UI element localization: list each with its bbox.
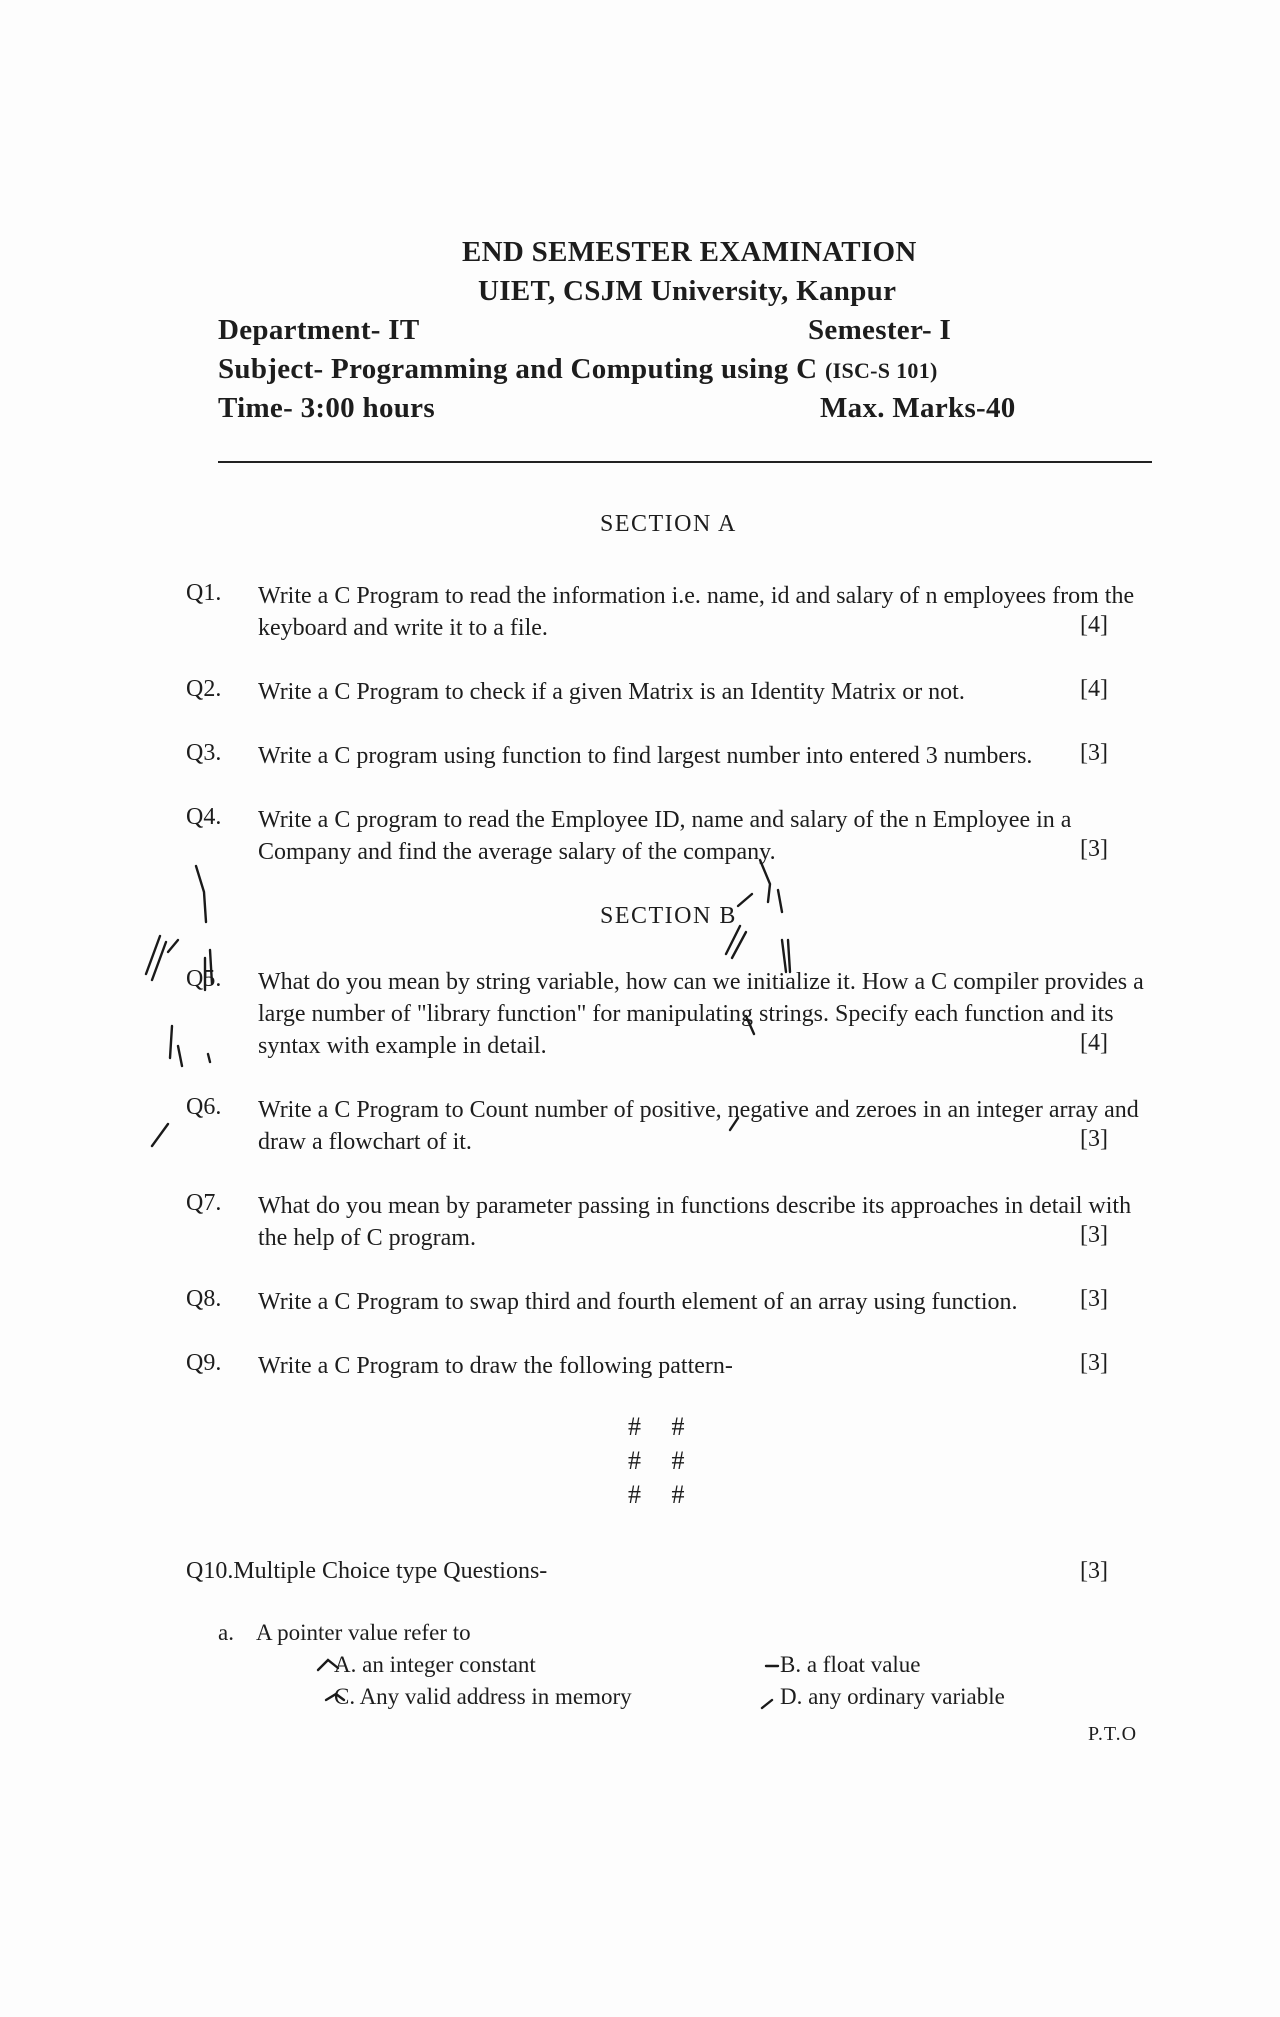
subject: Subject- Programming and Computing using C	[218, 353, 818, 385]
question-text: Write a C Program to draw the following pattern-	[258, 1353, 733, 1379]
question-number: Q1.	[186, 580, 222, 606]
question-number: Q9.	[186, 1350, 222, 1376]
question-number: Q3.	[186, 740, 222, 766]
question-text: What do you mean by parameter passing in functions describe its approaches in detail with the help of C program.	[258, 1193, 1132, 1251]
question-marks: [3]	[1080, 836, 1108, 862]
question-text: Write a C Program to swap third and fourth element of an array using function.	[258, 1289, 1018, 1315]
question-number: Q7.	[186, 1190, 222, 1216]
question-marks: [3]	[1080, 1558, 1108, 1584]
mcq-option: D. any ordinary variable	[780, 1684, 1005, 1709]
question-number: Q5.	[186, 966, 222, 992]
institute-name: UIET, CSJM University, Kanpur	[478, 275, 897, 307]
pattern-row: # #	[628, 1412, 697, 1441]
mcq-label: a.	[218, 1620, 234, 1645]
department: Department- IT	[218, 314, 420, 346]
exam-title: END SEMESTER EXAMINATION	[462, 236, 917, 268]
mcq-option: C. Any valid address in memory	[334, 1684, 632, 1709]
question-marks: [4]	[1080, 676, 1108, 702]
question-number: Q6.	[186, 1094, 222, 1120]
question-text: Write a C Program to read the information i.e. name, id and salary of n employees from the keyboard and write it to a file.	[258, 583, 1135, 641]
header-divider	[218, 461, 1152, 463]
section-b-heading: SECTION B	[600, 903, 737, 929]
question-text: Write a C Program to check if a given Matrix is an Identity Matrix or not.	[258, 679, 965, 705]
question-text: Write a C program using function to find largest number into entered 3 numbers.	[258, 743, 1033, 769]
question-marks: [3]	[1080, 1222, 1108, 1248]
question-number: Q2.	[186, 676, 222, 702]
question-marks: [3]	[1080, 1126, 1108, 1152]
section-a-heading: SECTION A	[600, 511, 737, 537]
mcq-option: B. a float value	[780, 1652, 921, 1677]
mcq-question: A pointer value refer to	[256, 1620, 471, 1645]
pattern-row: # #	[628, 1480, 697, 1509]
question-text: What do you mean by string variable, how can we initialize it. How a C compiler provides a large number of "library function" for manipulating strings. Specify each function and its syntax with example in detail.	[258, 969, 1144, 1059]
question-number: Q8.	[186, 1286, 222, 1312]
question-text: Write a C Program to Count number of positive, negative and zeroes in an integer array and draw a flowchart of it.	[258, 1097, 1139, 1155]
q10-title: Q10.Multiple Choice type Questions-	[186, 1558, 548, 1584]
question-text: Write a C program to read the Employee ID, name and salary of the n Employee in a Company and find the average salary of the company.	[258, 807, 1072, 865]
question-number: Q4.	[186, 804, 222, 830]
max-marks: Max. Marks-40	[820, 392, 1016, 424]
question-marks: [3]	[1080, 1350, 1108, 1376]
pattern-row: # #	[628, 1446, 697, 1475]
question-marks: [3]	[1080, 1286, 1108, 1312]
subject-code: (ISC-S 101)	[824, 358, 938, 383]
semester: Semester- I	[808, 314, 952, 346]
exam-duration: Time- 3:00 hours	[218, 392, 435, 424]
subject-line	[218, 353, 938, 386]
mcq-option: A. an integer constant	[334, 1652, 536, 1677]
question-marks: [4]	[1080, 1030, 1108, 1056]
page-turn-note: P.T.O	[1088, 1723, 1138, 1745]
question-marks: [4]	[1080, 612, 1108, 638]
question-marks: [3]	[1080, 740, 1108, 766]
